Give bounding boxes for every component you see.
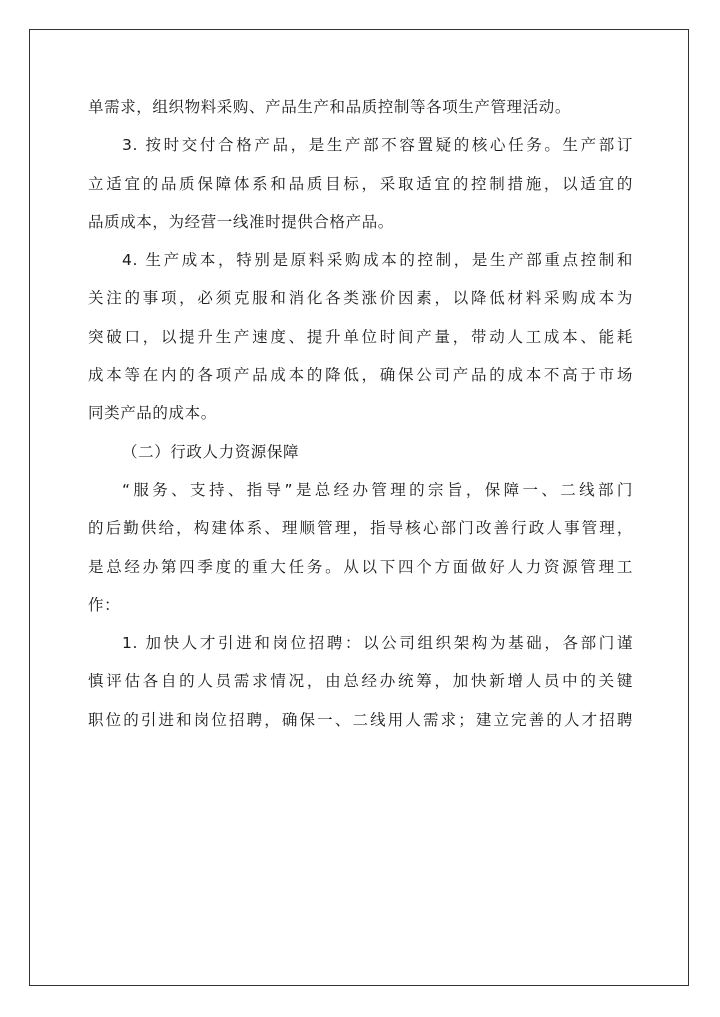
text-line: 是总经办第四季度的重大任务。从以下四个方面做好人力资源管理工 xyxy=(88,557,633,576)
text-line: 品质成本，为经营一线准时提供合格产品。 xyxy=(88,212,394,231)
text-line: 同类产品的成本。 xyxy=(88,404,217,423)
text-line: 突破口，以提升生产速度、提升单位时间产量，带动人工成本、能耗 xyxy=(88,327,633,346)
text-line: 作： xyxy=(88,595,121,614)
paragraph-item-4-start: 4. 生产成本，特别是原料采购成本的控制，是生产部重点控制和 xyxy=(122,251,633,270)
paragraph-item-3-start: 3. 按时交付合格产品，是生产部不容置疑的核心任务。生产部订 xyxy=(122,136,633,155)
text-line: 慎评估各自的人员需求情况，由总经办统筹，加快新增人员中的关键 xyxy=(88,672,633,691)
paragraph-item-1-start: 1. 加快人才引进和岗位招聘：以公司组织架构为基础，各部门谨 xyxy=(122,634,633,653)
text-line: 关注的事项，必须克服和消化各类涨价因素，以降低材料采购成本为 xyxy=(88,289,633,308)
text-line: 成本等在内的各项产品成本的降低，确保公司产品的成本不高于市场 xyxy=(88,366,633,385)
text-line: 单需求，组织物料采购、产品生产和品质控制等各项生产管理活动。 xyxy=(88,98,572,116)
section-heading: （二）行政人力资源保障 xyxy=(122,442,300,461)
document-body xyxy=(88,88,633,739)
text-line: 立适宜的品质保障体系和品质目标，采取适宜的控制措施，以适宜的 xyxy=(88,174,633,193)
text-line: 的后勤供给，构建体系、理顺管理，指导核心部门改善行政人事管理， xyxy=(88,519,633,538)
paragraph-start: “服务、支持、指导”是总经办管理的宗旨，保障一、二线部门 xyxy=(122,480,633,499)
text-line: 职位的引进和岗位招聘，确保一、二线用人需求；建立完善的人才招聘 xyxy=(88,710,633,729)
